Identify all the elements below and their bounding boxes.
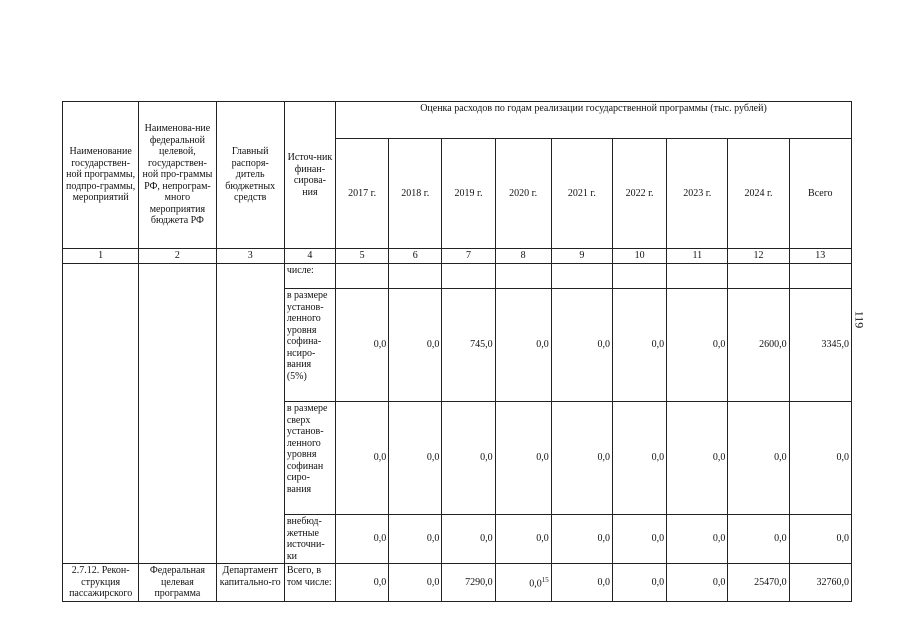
header-year: 2017 г.	[336, 139, 389, 249]
header-budget-manager: Главный распоря-дитель бюджетных средств	[216, 102, 284, 249]
header-program-name: Наименование государствен-ной программы, подпро-граммы, мероприятий	[63, 102, 139, 249]
value-cell	[442, 264, 495, 289]
value-cell: 0,0	[728, 515, 789, 564]
table-row	[63, 564, 852, 602]
value-cell: 0,0	[612, 402, 666, 515]
value-cell: 0,0	[551, 289, 612, 402]
value-cell	[612, 264, 666, 289]
funding-source-cell: Всего, в том числе:	[284, 564, 335, 602]
funding-source-cell: в размере установ-ленного уровня софина-нсиро-вания (5%)	[284, 289, 335, 402]
header-year: 2022 г.	[612, 139, 666, 249]
column-index: 11	[667, 249, 728, 264]
value-cell: 0,0	[551, 515, 612, 564]
budget-manager-cell: Департамент капитально-го	[216, 564, 284, 602]
value-cell: 0,0	[336, 289, 389, 402]
value-cell: 0,0	[389, 289, 442, 402]
value-cell: 0,0	[442, 402, 495, 515]
value-cell: 0,0	[667, 289, 728, 402]
value-cell: 0,0	[789, 402, 851, 515]
empty-cell	[63, 264, 139, 564]
value-cell	[551, 264, 612, 289]
funding-source-cell: в размере сверх установ-ленного уровня софинан сиро-вания	[284, 402, 335, 515]
header-row-top	[63, 102, 852, 139]
header-federal-program: Наименова-ние федеральной целевой, государствен-ной про-граммы РФ, непрограм-много мероприятия бюджета РФ	[139, 102, 216, 249]
value-cell: 0,0	[728, 402, 789, 515]
header-funding-source: Источ-ник финан-сирова-ния	[284, 102, 335, 249]
value-cell: 0,0	[442, 515, 495, 564]
empty-cell	[139, 264, 216, 564]
value-cell: 0,0	[495, 402, 551, 515]
value-cell: 0,0	[389, 515, 442, 564]
column-index: 3	[216, 249, 284, 264]
table-row	[63, 264, 852, 289]
value-cell: 0,0	[667, 515, 728, 564]
value-cell	[495, 264, 551, 289]
value-cell: 0,0	[612, 564, 666, 602]
column-index: 2	[139, 249, 216, 264]
value-cell: 0,0	[495, 289, 551, 402]
value-cell: 745,0	[442, 289, 495, 402]
value-cell-2020	[495, 564, 551, 602]
header-year: 2021 г.	[551, 139, 612, 249]
value-cell	[336, 264, 389, 289]
value-cell: 32760,0	[789, 564, 851, 602]
funding-source-cell: внебюд-жетные источни-ки	[284, 515, 335, 564]
value-cell: 0,0	[612, 289, 666, 402]
value-cell	[389, 264, 442, 289]
header-year: 2018 г.	[389, 139, 442, 249]
funding-source-cell: числе:	[284, 264, 335, 289]
footnote-marker: 15	[541, 576, 549, 585]
column-index: 1	[63, 249, 139, 264]
value-cell: 0,0	[389, 564, 442, 602]
activity-name-cell: 2.7.12. Рекон-струкция пассажирского	[63, 564, 139, 602]
value-cell: 0,0	[612, 515, 666, 564]
header-year: 2023 г.	[667, 139, 728, 249]
value-cell	[728, 264, 789, 289]
column-index: 4	[284, 249, 335, 264]
value-cell: 0,0	[495, 515, 551, 564]
column-index: 7	[442, 249, 495, 264]
value-cell: 0,0	[336, 402, 389, 515]
column-index: 12	[728, 249, 789, 264]
value-cell	[667, 264, 728, 289]
value-cell	[789, 264, 851, 289]
page-number: 119	[852, 310, 867, 329]
value-cell: 0,0	[389, 402, 442, 515]
value-cell: 0,0	[667, 564, 728, 602]
header-total: Всего	[789, 139, 851, 249]
header-year: 2019 г.	[442, 139, 495, 249]
value-text: 0,0	[529, 578, 542, 590]
value-cell: 0,0	[551, 402, 612, 515]
value-cell: 7290,0	[442, 564, 495, 602]
column-index: 5	[336, 249, 389, 264]
value-cell: 0,0	[667, 402, 728, 515]
federal-program-cell: Федеральная целевая программа	[139, 564, 216, 602]
column-index-row	[63, 249, 852, 264]
header-year: 2024 г.	[728, 139, 789, 249]
column-index: 6	[389, 249, 442, 264]
header-expense-estimate: Оценка расходов по годам реализации государственной программы (тыс. рублей)	[336, 102, 852, 139]
column-index: 8	[495, 249, 551, 264]
value-cell: 0,0	[336, 515, 389, 564]
value-cell: 25470,0	[728, 564, 789, 602]
value-cell: 2600,0	[728, 289, 789, 402]
header-year: 2020 г.	[495, 139, 551, 249]
budget-table	[62, 101, 852, 602]
column-index: 10	[612, 249, 666, 264]
value-cell: 3345,0	[789, 289, 851, 402]
value-cell: 0,0	[336, 564, 389, 602]
empty-cell	[216, 264, 284, 564]
column-index: 9	[551, 249, 612, 264]
value-cell: 0,0	[551, 564, 612, 602]
value-cell: 0,0	[789, 515, 851, 564]
column-index: 13	[789, 249, 851, 264]
